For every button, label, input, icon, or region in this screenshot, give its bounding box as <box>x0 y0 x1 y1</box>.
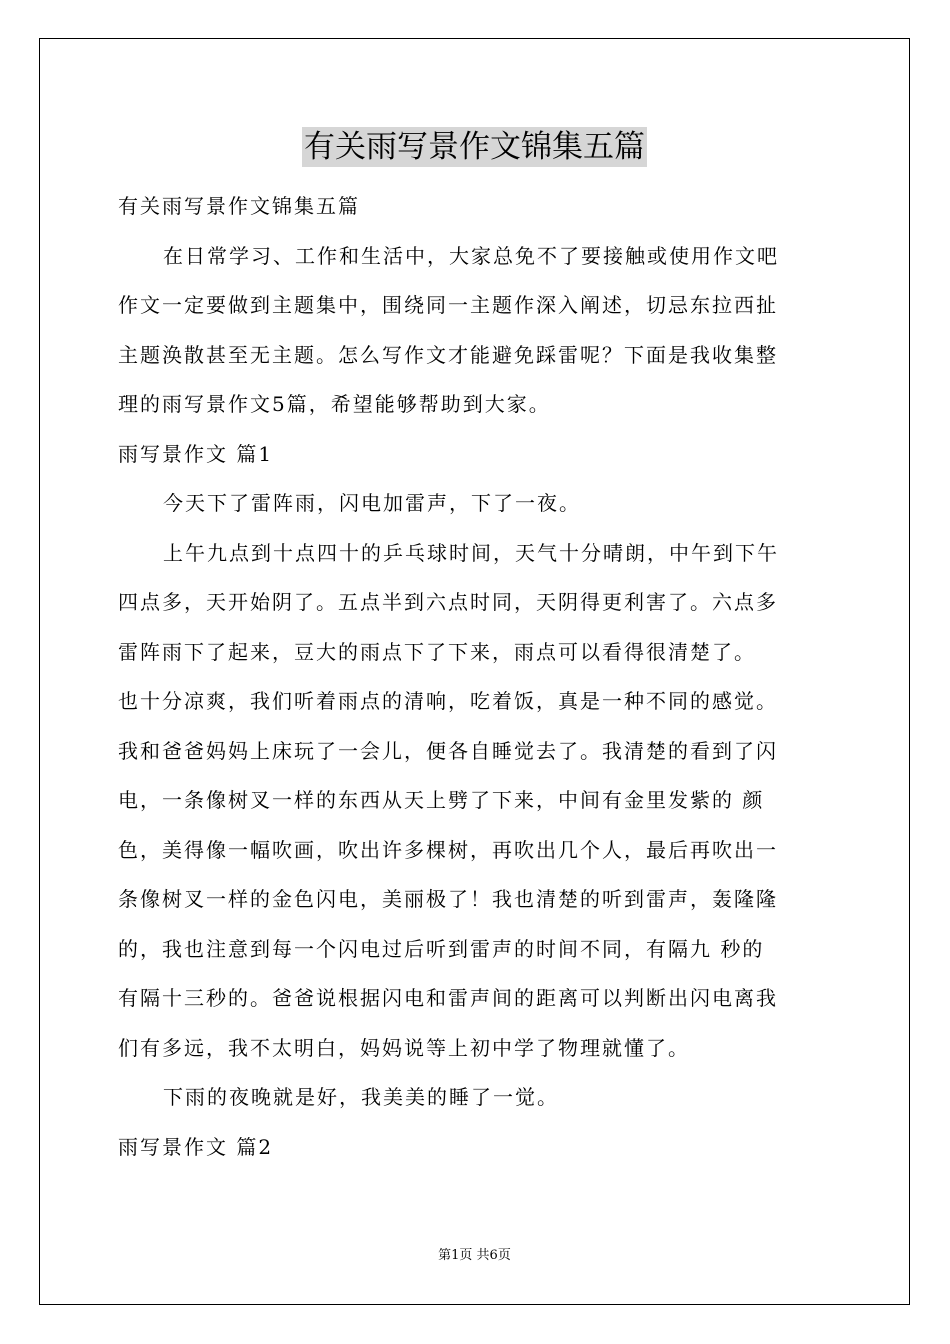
paragraph-line: 在日常学习、工作和生活中，大家总免不了要接触或使用作文吧 <box>163 243 779 268</box>
paragraph-line: 作文一定要做到主题集中，围绕同一主题作深入阐述，切忌东拉西扯 <box>118 293 778 317</box>
title-wrapper <box>40 127 909 167</box>
document-page <box>39 38 910 1305</box>
paragraph-line: 有隔十三秒的。爸爸说根据闪电和雷声间的距离可以判断出闪电离我 <box>118 986 778 1010</box>
paragraph-line: 雷阵雨下了起来，豆大的雨点下了下来，雨点可以看得很清楚了。 <box>118 639 756 664</box>
paragraph-line: 的，我也注意到每一个闪电过后听到雷声的时间不同，有隔九 秒的 <box>118 936 765 961</box>
paragraph-line: 们有多远，我不太明白，妈妈说等上初中学了物理就懂了。 <box>118 1035 690 1060</box>
paragraph-line: 理的雨写景作文5篇，希望能够帮助到大家。 <box>118 392 551 416</box>
paragraph-line: 下雨的夜晚就是好，我美美的睡了一觉。 <box>163 1085 559 1109</box>
paragraph-line: 电，一条像树叉一样的东西从天上劈了下来，中间有金里发紫的 颜 <box>118 788 765 812</box>
paragraph-line: 也十分凉爽，我们听着雨点的清响，吃着饭，真是一种不同的感觉。 <box>118 689 778 713</box>
subtitle-line: 有关雨写景作文锦集五篇 <box>118 194 360 218</box>
paragraph-line: 条像树叉一样的金色闪电，美丽极了！我也清楚的听到雷声，轰隆隆 <box>118 887 778 911</box>
page-title: 有关雨写景作文锦集五篇 <box>304 129 645 165</box>
section-heading: 雨写景作文 篇2 <box>118 1134 274 1159</box>
paragraph-line: 色，美得像一幅吹画，吹出许多棵树，再吹出几个人，最后再吹出一 <box>118 837 778 862</box>
paragraph-line: 我和爸爸妈妈上床玩了一会儿，便各自睡觉去了。我清楚的看到了闪 <box>118 738 778 763</box>
paragraph-line: 今天下了雷阵雨，闪电加雷声，下了一夜。 <box>163 491 581 515</box>
paragraph-line: 主题涣散甚至无主题。怎么写作文才能避免踩雷呢？下面是我收集整 <box>118 342 778 367</box>
paragraph-line: 四点多，天开始阴了。五点半到六点时同，天阴得更利害了。六点多 <box>118 590 778 614</box>
document-body <box>118 182 838 1172</box>
page-footer: 第1页 共6页 <box>438 1248 511 1263</box>
section-heading: 雨写景作文 篇1 <box>118 441 274 466</box>
paragraph-line: 上午九点到十点四十的乒乓球时间，天气十分晴朗，中午到下午 <box>163 540 779 565</box>
